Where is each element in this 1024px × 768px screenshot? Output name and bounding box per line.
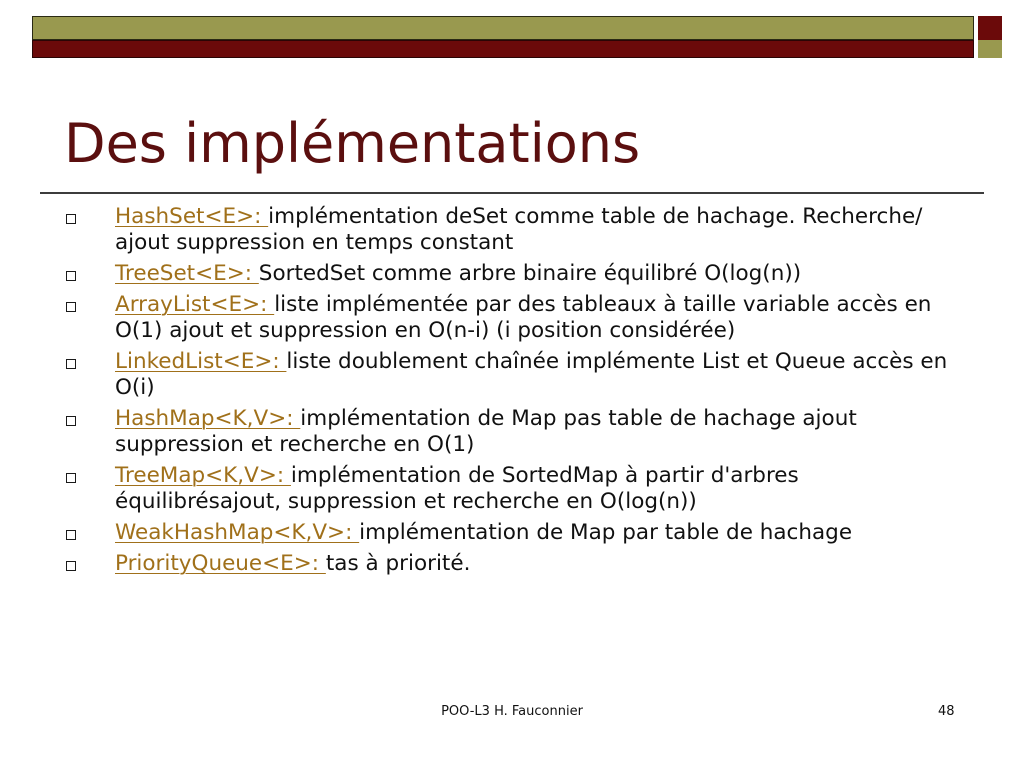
list-item: [64, 349, 964, 401]
title-divider: [40, 192, 984, 194]
link-hashmap[interactable]: HashMap<K,V>:: [115, 406, 301, 431]
item-description: implémentation de Map par table de hachage: [359, 520, 853, 545]
item-description: implémentation de SortedMap à partir d'arbres équilibrésajout, suppression et recherche en O(log(n)): [115, 463, 799, 514]
item-description: implémentation deSet comme table de hachage. Recherche/ ajout suppression en temps constant: [115, 204, 923, 255]
page-number: 48: [938, 704, 955, 719]
slide-title: Des implémentations: [64, 112, 641, 175]
square-bullet-icon: [66, 302, 76, 312]
item-description: implémentation de Map pas table de hachage ajout suppression et recherche en O(1): [115, 406, 857, 457]
square-bullet-icon: [66, 271, 76, 281]
link-treemap[interactable]: TreeMap<K,V>:: [115, 463, 291, 488]
corner-square-red: [978, 16, 1002, 40]
list-item: [64, 520, 964, 546]
square-bullet-icon: [66, 359, 76, 369]
list-item: [64, 551, 964, 577]
list-item: [64, 463, 964, 515]
list-item: [64, 406, 964, 458]
square-bullet-icon: [66, 473, 76, 483]
bullet-list: [64, 204, 964, 582]
link-priorityqueue[interactable]: PriorityQueue<E>:: [115, 551, 326, 576]
item-description: tas à priorité.: [325, 551, 471, 576]
link-hashset[interactable]: HashSet<E>:: [115, 204, 269, 229]
header-banner-red: [32, 40, 974, 58]
item-description: liste implémentée par des tableaux à taille variable accès en O(1) ajout et suppression en O(n-i) (i position considérée): [115, 292, 932, 343]
square-bullet-icon: [66, 416, 76, 426]
square-bullet-icon: [66, 561, 76, 571]
list-item: [64, 204, 964, 256]
item-description: liste doublement chaînée implémente List et Queue accès en O(i): [115, 349, 948, 400]
footer-author: POO-L3 H. Fauconnier: [441, 704, 583, 719]
corner-square-olive: [978, 40, 1002, 58]
square-bullet-icon: [66, 214, 76, 224]
list-item: [64, 261, 964, 287]
link-weakhashmap[interactable]: WeakHashMap<K,V>:: [115, 520, 360, 545]
header-banner-olive: [32, 16, 974, 40]
link-treeset[interactable]: TreeSet<E>:: [115, 261, 259, 286]
item-description: SortedSet comme arbre binaire équilibré O(log(n)): [258, 261, 802, 286]
list-item: [64, 292, 964, 344]
square-bullet-icon: [66, 530, 76, 540]
link-arraylist[interactable]: ArrayList<E>:: [115, 292, 275, 317]
link-linkedlist[interactable]: LinkedList<E>:: [115, 349, 287, 374]
